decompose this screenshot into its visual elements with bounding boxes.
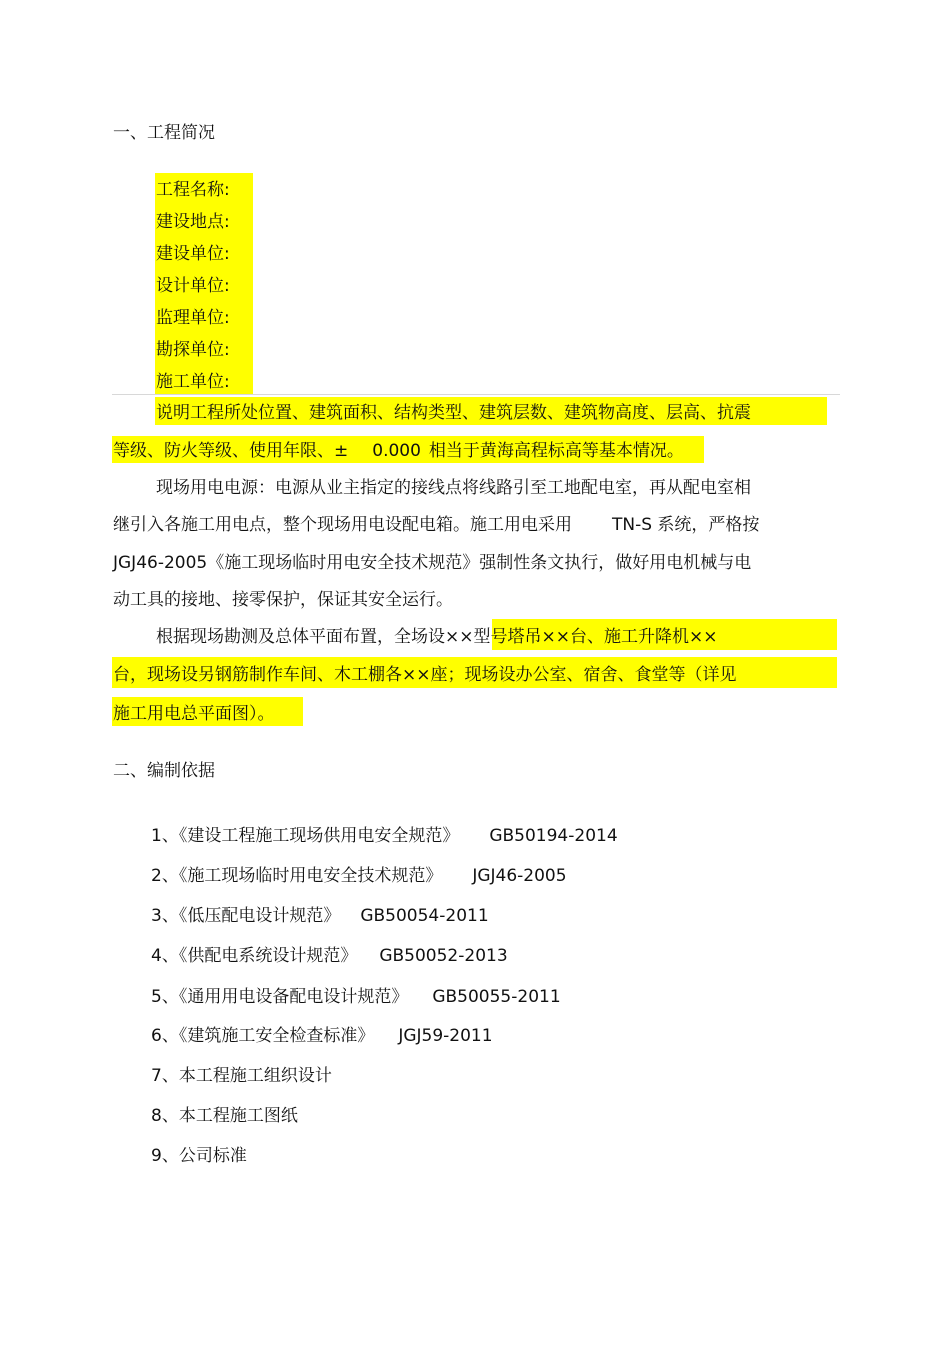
basis-title: 6、《建筑施工安全检查标准》	[151, 1026, 375, 1046]
field-supervisor: 监理单位:	[156, 308, 230, 328]
layout-line-3: 施工用电总平面图）。	[113, 704, 275, 724]
power-line-3: JGJ46-2005《施工现场临时用电安全技术规范》强制性条文执行，做好用电机械与电	[113, 553, 752, 573]
desc-line-2c: 相当于黄海高程标高等基本情况。	[428, 441, 684, 461]
basis-title: 2、《施工现场临时用电安全技术规范》	[151, 866, 443, 886]
divider-line	[112, 394, 840, 395]
basis-item	[151, 986, 561, 1008]
layout-line-1b: 型号塔吊××台、施工升降机××	[473, 627, 718, 647]
basis-code: GB50052-2013	[379, 946, 508, 966]
basis-item	[151, 1025, 493, 1047]
basis-item	[151, 945, 508, 967]
field-contractor: 施工单位:	[156, 372, 230, 392]
basis-code: JGJ59-2011	[398, 1026, 493, 1046]
basis-item	[151, 825, 618, 847]
basis-item: 8、本工程施工图纸	[151, 1106, 298, 1126]
desc-line-2a: 等级、防火等级、使用年限、±	[113, 441, 349, 461]
basis-title: 4、《供配电系统设计规范》	[151, 946, 358, 966]
basis-title: 3、《低压配电设计规范》	[151, 906, 341, 926]
field-designer: 设计单位:	[156, 276, 230, 296]
desc-line-1: 说明工程所处位置、建筑面积、结构类型、建筑层数、建筑物高度、层高、抗震	[156, 403, 751, 423]
desc-line-2b: 0.000	[372, 441, 421, 461]
power-line-4: 动工具的接地、接零保护，保证其安全运行。	[113, 590, 453, 610]
basis-code: JGJ46-2005	[472, 866, 567, 886]
layout-line-1a: 根据现场勘测及总体平面布置，全场设××	[156, 627, 474, 647]
power-line-1: 现场用电电源：电源从业主指定的接线点将线路引至工地配电室，再从配电室相	[156, 478, 751, 498]
power-line-2b: TN-S 系统，严格按	[612, 515, 760, 535]
basis-code: GB50054-2011	[360, 906, 489, 926]
basis-title: 5、《通用用电设备配电设计规范》	[151, 987, 409, 1007]
basis-item	[151, 865, 567, 887]
field-owner: 建设单位:	[156, 244, 230, 264]
power-line-2a: 继引入各施工用电点，整个现场用电设配电箱。施工用电采用	[113, 515, 572, 535]
layout-line-2: 台，现场设另钢筋制作车间、木工棚各××座；现场设办公室、宿舍、食堂等（详见	[113, 665, 737, 685]
basis-code: GB50194-2014	[489, 826, 618, 846]
section-heading-basis: 二、编制依据	[113, 761, 215, 781]
basis-item: 7、本工程施工组织设计	[151, 1066, 332, 1086]
field-location: 建设地点:	[156, 212, 230, 232]
basis-item: 9、公司标准	[151, 1146, 247, 1166]
section-heading-overview: 一、工程简况	[113, 123, 215, 143]
field-surveyor: 勘探单位:	[156, 340, 230, 360]
basis-code: GB50055-2011	[432, 987, 561, 1007]
basis-title: 1、《建设工程施工现场供用电安全规范》	[151, 826, 460, 846]
field-project-name: 工程名称:	[156, 180, 230, 200]
basis-item	[151, 905, 489, 927]
